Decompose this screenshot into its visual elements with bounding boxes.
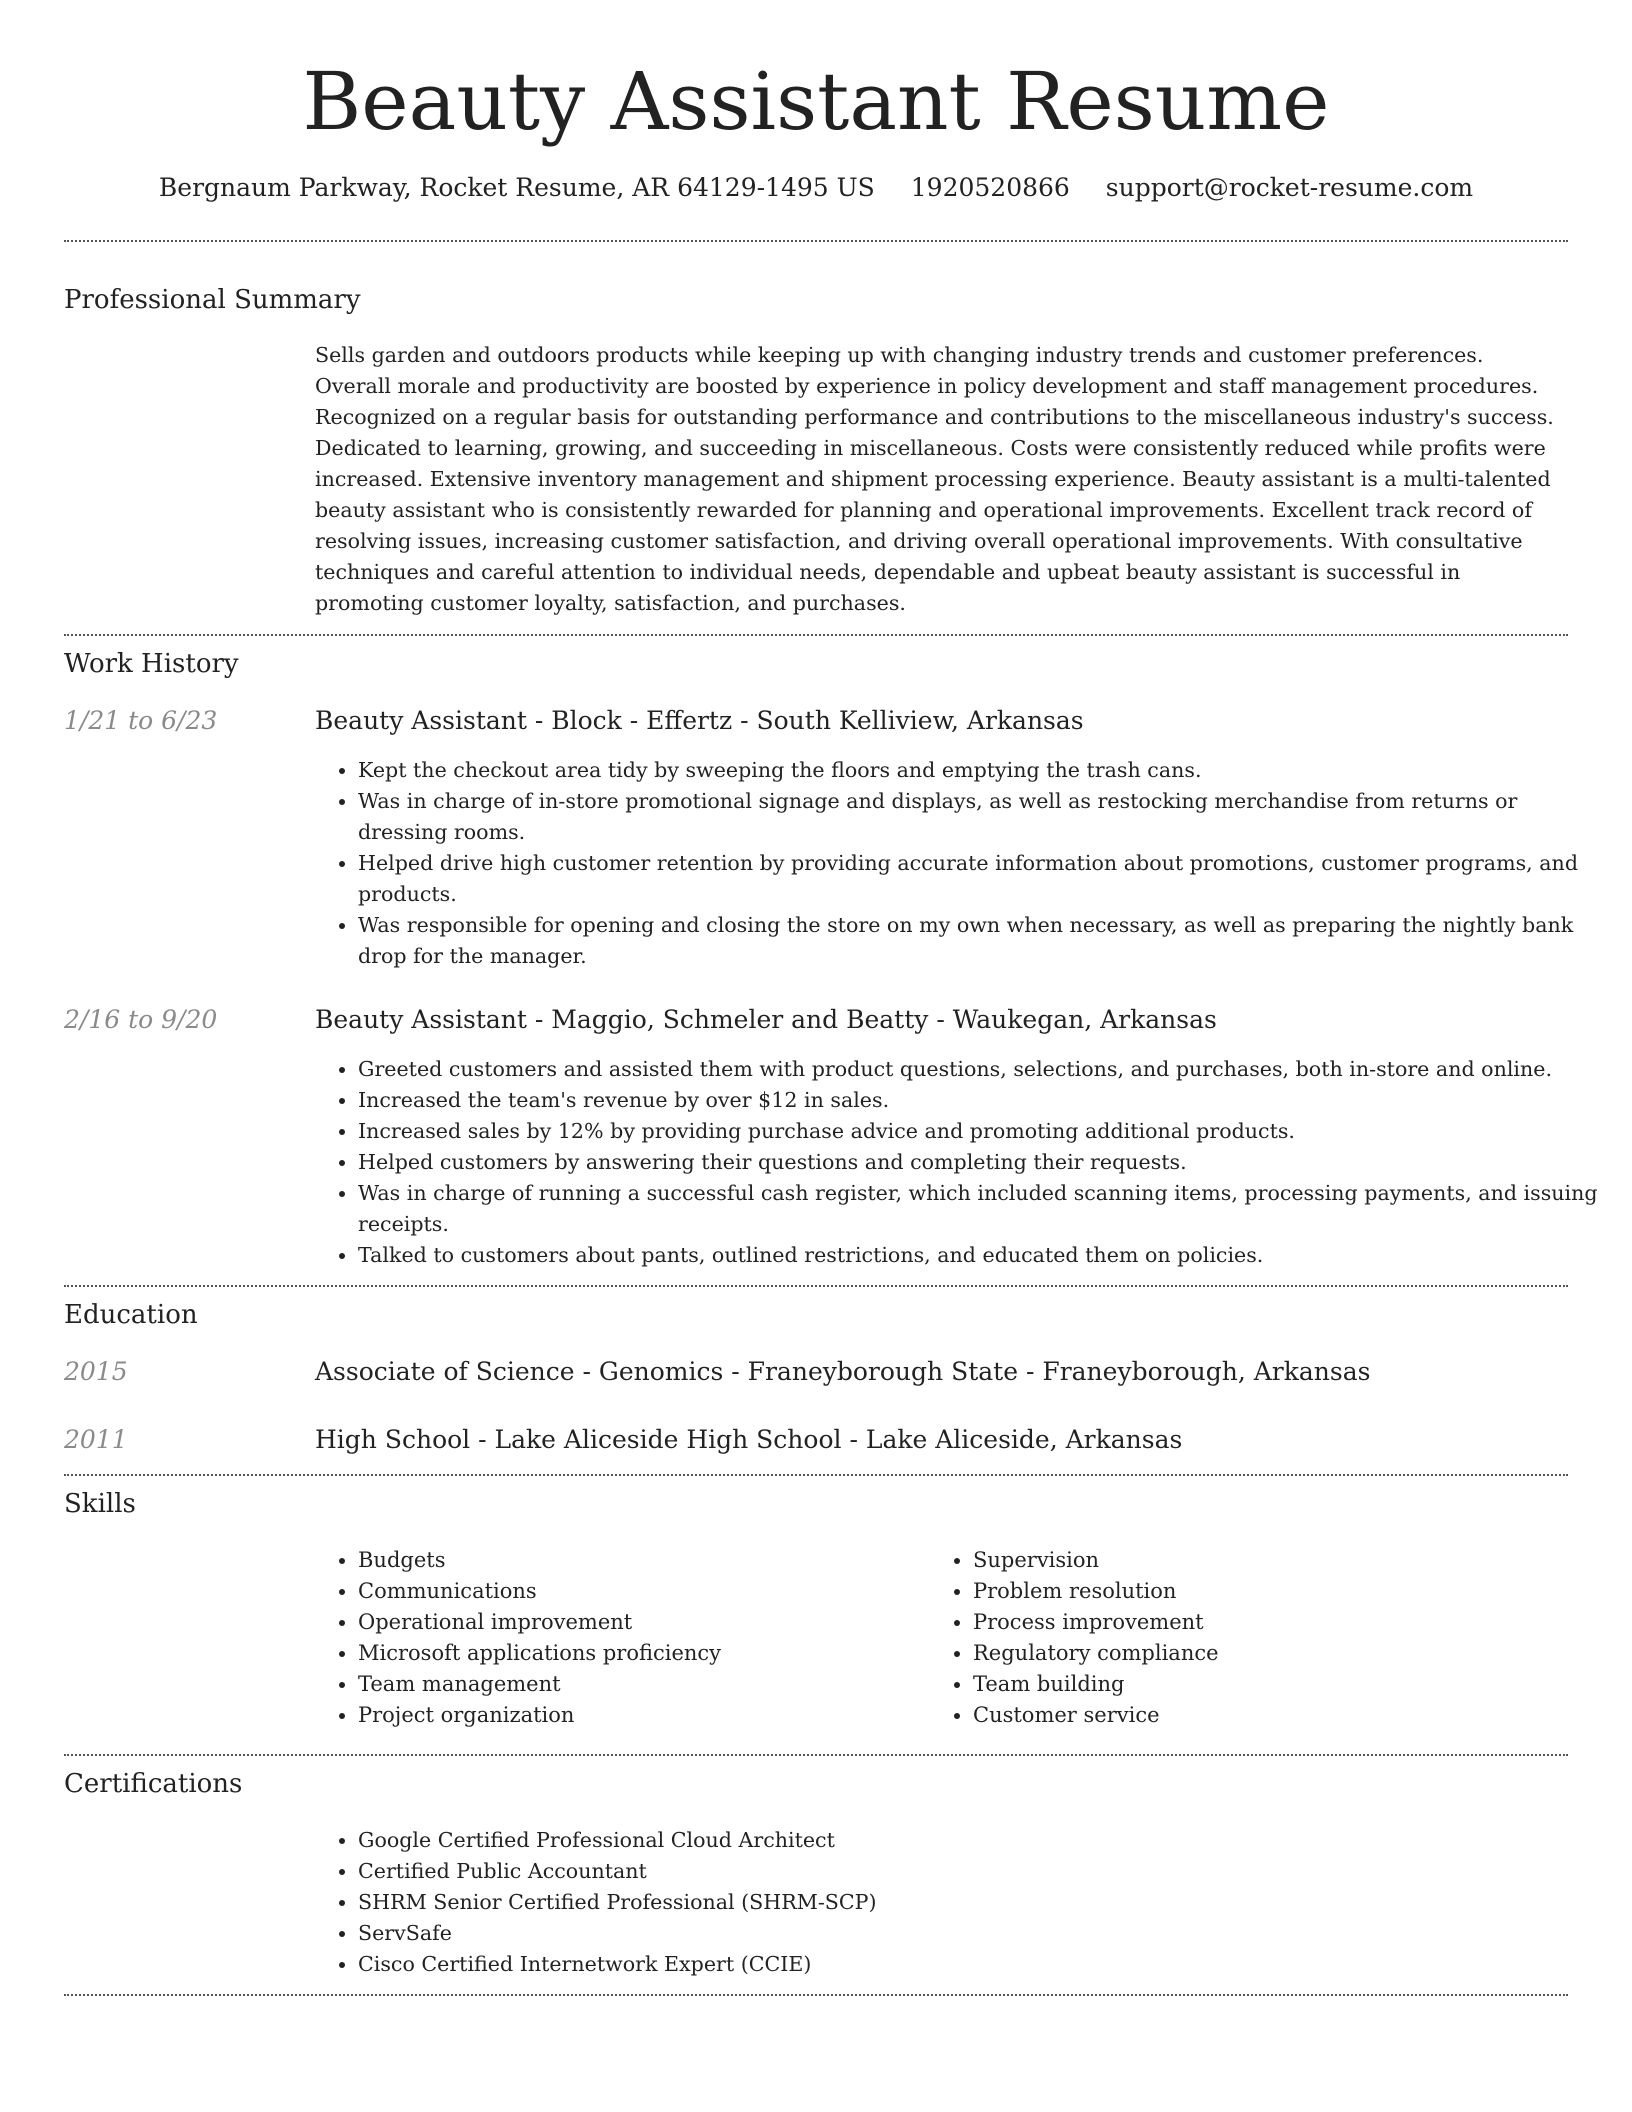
list-item: • Project organization bbox=[358, 1700, 918, 1731]
divider bbox=[64, 1285, 1568, 1287]
skills-list-right bbox=[930, 1545, 1533, 1731]
education-year: 2015 bbox=[64, 1357, 128, 1386]
list-item: • Helped drive high customer retention by providing accurate information about promotions, customer programs, and products. bbox=[358, 848, 1608, 910]
job-title: Beauty Assistant - Block - Effertz - South Kelliview, Arkansas bbox=[315, 706, 1084, 735]
list-item: • Process improvement bbox=[973, 1607, 1533, 1638]
contact-address: Bergnaum Parkway, Rocket Resume, AR 64129-1495 US bbox=[158, 173, 875, 202]
job-dates: 1/21 to 6/23 bbox=[64, 706, 218, 735]
list-item: • Talked to customers about pants, outlined restrictions, and educated them on policies. bbox=[358, 1240, 1608, 1271]
list-item: • Was in charge of running a successful cash register, which included scanning items, processing payments, and issuing receipts. bbox=[358, 1178, 1608, 1240]
list-item: • Certified Public Accountant bbox=[358, 1856, 1608, 1887]
list-item: • Customer service bbox=[973, 1700, 1533, 1731]
certifications-list bbox=[315, 1825, 1608, 1980]
list-item: • Supervision bbox=[973, 1545, 1533, 1576]
list-item: • Greeted customers and assisted them with product questions, selections, and purchases, both in-store and online. bbox=[358, 1054, 1608, 1085]
education-title: Associate of Science - Genomics - Franeyborough State - Franeyborough, Arkansas bbox=[315, 1357, 1371, 1386]
list-item: • Budgets bbox=[358, 1545, 918, 1576]
job-dates: 2/16 to 9/20 bbox=[64, 1005, 218, 1034]
divider bbox=[64, 1474, 1568, 1476]
divider bbox=[64, 1994, 1568, 1996]
summary-text: Sells garden and outdoors products while keeping up with changing industry trends and customer preferences. Overall morale and productivity are boosted by experience in policy development and staff management procedures. Recognized on a regular basis for outstanding performance and contributions to the miscellaneous industry's success. Dedicated to learning, growing, and succeeding in miscellaneous. Costs were consistently reduced while profits were increased. Extensive inventory management and shipment processing experience. Beauty assistant is a multi-talented beauty assistant who is consistently rewarded for planning and operational improvements. Excellent track record of resolving issues, increasing customer satisfaction, and driving overall operational improvements. With consultative techniques and careful attention to individual needs, dependable and upbeat beauty assistant is successful in promoting customer loyalty, satisfaction, and purchases. bbox=[315, 343, 1554, 615]
summary-heading: Professional Summary bbox=[64, 285, 361, 315]
list-item: • Increased the team's revenue by over $12 in sales. bbox=[358, 1085, 1608, 1116]
list-item: • Problem resolution bbox=[973, 1576, 1533, 1607]
divider bbox=[64, 634, 1568, 636]
list-item: • Communications bbox=[358, 1576, 918, 1607]
job-title: Beauty Assistant - Maggio, Schmeler and Beatty - Waukegan, Arkansas bbox=[315, 1005, 1217, 1034]
education-title: High School - Lake Aliceside High School - Lake Aliceside, Arkansas bbox=[315, 1425, 1183, 1454]
list-item: • Team building bbox=[973, 1669, 1533, 1700]
contact-line bbox=[0, 170, 1632, 206]
skills-heading: Skills bbox=[64, 1489, 136, 1519]
list-item: • Helped customers by answering their questions and completing their requests. bbox=[358, 1147, 1608, 1178]
list-item: • Team management bbox=[358, 1669, 918, 1700]
list-item: • Microsoft applications proficiency bbox=[358, 1638, 918, 1669]
contact-email: support@rocket-resume.com bbox=[1105, 173, 1474, 202]
contact-phone: 1920520866 bbox=[910, 173, 1070, 202]
list-item: • Increased sales by 12% by providing purchase advice and promoting additional products. bbox=[358, 1116, 1608, 1147]
education-heading: Education bbox=[64, 1300, 198, 1330]
job-bullets bbox=[315, 755, 1608, 972]
list-item: • Was responsible for opening and closing the store on my own when necessary, as well as preparing the nightly bank drop for the manager. bbox=[358, 910, 1608, 972]
list-item: • Kept the checkout area tidy by sweeping the floors and emptying the trash cans. bbox=[358, 755, 1608, 786]
divider bbox=[64, 240, 1568, 242]
list-item: • Operational improvement bbox=[358, 1607, 918, 1638]
education-year: 2011 bbox=[64, 1425, 128, 1454]
list-item: • Regulatory compliance bbox=[973, 1638, 1533, 1669]
list-item: • SHRM Senior Certified Professional (SHRM-SCP) bbox=[358, 1887, 1608, 1918]
divider bbox=[64, 1754, 1568, 1756]
resume-title: Beauty Assistant Resume bbox=[302, 55, 1330, 148]
skills-list-left bbox=[315, 1545, 918, 1731]
certifications-heading: Certifications bbox=[64, 1769, 243, 1799]
job-bullets bbox=[315, 1054, 1608, 1271]
list-item: • ServSafe bbox=[358, 1918, 1608, 1949]
list-item: • Was in charge of in-store promotional signage and displays, as well as restocking merchandise from returns or dressing rooms. bbox=[358, 786, 1608, 848]
work-history-heading: Work History bbox=[64, 649, 239, 679]
list-item: • Cisco Certified Internetwork Expert (CCIE) bbox=[358, 1949, 1608, 1980]
list-item: • Google Certified Professional Cloud Architect bbox=[358, 1825, 1608, 1856]
